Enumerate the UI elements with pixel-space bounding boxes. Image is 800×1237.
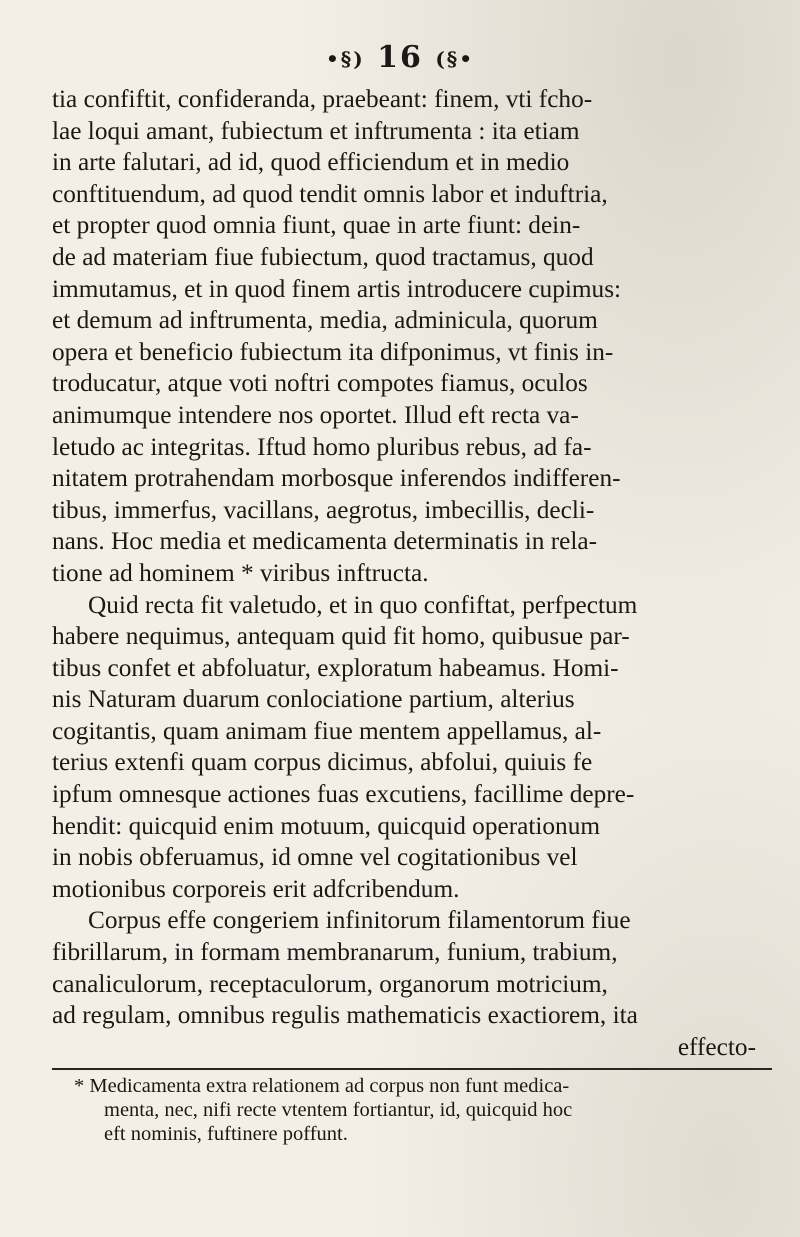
- header-ornament-left: •§): [325, 47, 365, 71]
- text-line-paragraph-start: Quid recta fit valetudo, et in quo confiftat, perfpectum: [88, 590, 638, 619]
- text-line: nans. Hoc media et medicamenta determinatis in rela-: [52, 527, 598, 556]
- text-line: et propter quod omnia fiunt, quae in arte fiunt: dein-: [52, 211, 581, 240]
- text-line: canaliculorum, receptaculorum, organorum motricium,: [52, 969, 608, 998]
- text-line: cogitantis, quam animam fiue mentem appellamus, al-: [52, 716, 602, 745]
- text-line: opera et beneficio fubiectum ita difponimus, vt finis in-: [52, 337, 614, 366]
- footnote-line: eft nominis, fuftinere poffunt.: [104, 1123, 348, 1145]
- text-line: immutamus, et in quod finem artis introducere cupimus:: [52, 274, 622, 303]
- page-number: 16: [377, 40, 423, 75]
- catchword: effecto-: [677, 1032, 756, 1061]
- text-line-paragraph-start: Corpus effe congeriem infinitorum filamentorum fiue: [88, 906, 631, 935]
- footnote-line: * Medicamenta extra relationem ad corpus non funt medica-: [74, 1075, 570, 1097]
- footnote-line: menta, nec, nifi recte vtentem fortiantur, id, quicquid hoc: [104, 1099, 573, 1121]
- text-line: motionibus corporeis erit adfcribendum.: [52, 874, 460, 903]
- text-line: terius extenfi quam corpus dicimus, abfolui, quiuis fe: [52, 748, 593, 777]
- text-line: ipfum omnesque actiones fuas excutiens, facillime depre-: [52, 780, 635, 809]
- running-header: [0, 40, 800, 75]
- text-line: fibrillarum, in formam membranarum, funium, trabium,: [52, 938, 618, 967]
- text-line: habere nequimus, antequam quid fit homo, quibusue par-: [52, 622, 630, 651]
- text-line: tia confiftit, confideranda, praebeant: finem, vti fcho-: [52, 85, 593, 113]
- text-line: troducatur, atque voti noftri compotes fiamus, oculos: [52, 369, 588, 398]
- text-line: animumque intendere nos oportet. Illud eft recta va-: [52, 400, 579, 429]
- text-line: tibus, immerfus, vacillans, aegrotus, imbecillis, decli-: [52, 495, 595, 524]
- text-line: nis Naturam duarum conlociatione partium, alterius: [52, 685, 575, 714]
- footnote: [74, 1074, 774, 1146]
- text-line: in nobis obferuamus, id omne vel cogitationibus vel: [52, 843, 578, 872]
- text-line: de ad materiam fiue fubiectum, quod tractamus, quod: [52, 242, 594, 271]
- text-line: hendit: quicquid enim motuum, quicquid operationum: [52, 811, 601, 840]
- text-line: ad regulam, omnibus regulis mathematicis exactiorem, ita: [52, 1001, 638, 1030]
- main-text-block: [52, 84, 772, 1063]
- text-line: letudo ac integritas. Iftud homo pluribus rebus, ad fa-: [52, 432, 592, 461]
- text-line: tibus confet et abfoluatur, exploratum habeamus. Homi-: [52, 653, 619, 682]
- header-ornament-right: (§•: [435, 47, 475, 71]
- text-line: in arte falutari, ad id, quod efficiendum et in medio: [52, 148, 570, 177]
- text-line: nitatem protrahendam morbosque inferendos indifferen-: [52, 464, 621, 493]
- text-line: lae loqui amant, fubiectum et inftrumenta : ita etiam: [52, 116, 580, 145]
- text-line: conftituendum, ad quod tendit omnis labor et induftria,: [52, 179, 608, 208]
- footnote-rule: [52, 1068, 772, 1070]
- text-line: et demum ad inftrumenta, media, adminicula, quorum: [52, 306, 598, 335]
- text-line: tione ad hominem * viribus inftructa.: [52, 558, 429, 587]
